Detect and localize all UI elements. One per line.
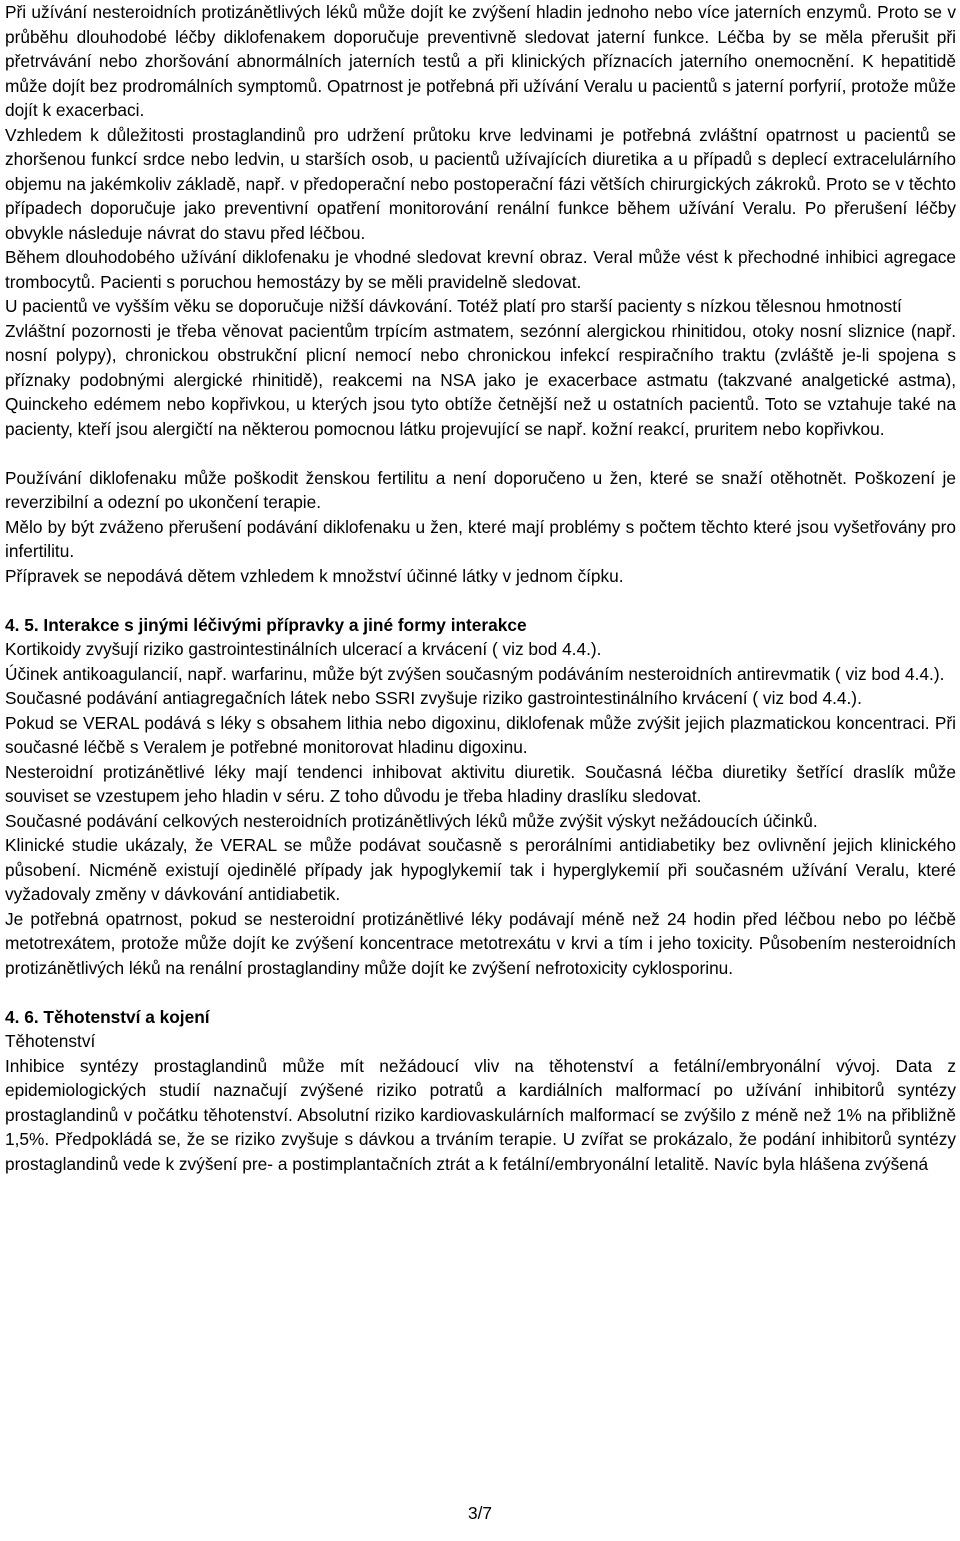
paragraph-antiplatelets: Současné podávání antiagregačních látek nebo SSRI zvyšuje riziko gastrointestinálního krvácení ( viz bod 4.4.). [5,688,862,708]
paragraph-methotrexate: Je potřebná opatrnost, pokud se nesteroidní protizánětlivé léky podávají méně než 24 hodin před léčbou nebo po léčbě metotrexátem, protože může dojít ke zvýšení koncentrace metotrexátu v krvi a tím i jeho toxicity. Působením nesteroidních protizánětlivých léků na renální prostaglandiny může dojít ke zvýšení nefrotoxicity cyklosporinu. [5,908,956,978]
document-page [5,0,956,1176]
paragraph-pregnancy: Inhibice syntézy prostaglandinů může mít nežádoucí vliv na těhotenství a fetální/embryonální vývoj. Data z epidemiologických studií naznačují zvýšené riziko potratů a kardiálních malformací po užívání inhibitorů syntézy prostaglandinů v počátku těhotenství. Absolutní riziko kardiovaskulárních malformací se zvýšilo z méně než 1% na přibližně 1,5%. Předpokládá se, že se riziko zvyšuje s dávkou a trváním terapie. U zvířat se prokázalo, že podání inhibitorů syntézy prostaglandinů vede k zvýšení pre- a postimplantačních ztrát a k fetální/embryonální letalitě. Navíc byla hlášena zvýšená [5,1055,956,1174]
paragraph-infertility: Mělo by být zváženo přerušení podávání diklofenaku u žen, které mají problémy s počtem těchto které jsou vyšetřovány pro infertilitu. [5,516,956,561]
paragraph-anticoagulants: Účinek antikoagulancií, např. warfarinu, může být zvýšen současným podáváním nesteroidních antirevmatik ( viz bod 4.4.). [5,663,945,684]
spacer [5,441,956,466]
paragraph-liver-enzymes: Při užívání nesteroidních protizánětlivých léků může dojít ke zvýšení hladin jednoho nebo více jaterních enzymů. Proto se v průběhu dlouhodobé léčby diklofenakem doporučuje preventivně sledovat jaterní funkce. Léčba by se měla přerušit při přetrvávání nebo zhoršování abnormálních jaterních testů a při klinických příznacích jaterního onemocnění. K hepatitidě může dojít bez prodromálních symptomů. Opatrnost je potřebná při užívání Veralu u pacientů s jaterní porfyrií, protože může dojít k exacerbaci. [5,2,956,120]
paragraph-children: Přípravek se nepodává dětem vzhledem k množství účinné látky v jednom čípku. [5,565,624,586]
spacer [5,980,956,1005]
paragraph-corticoids: Kortikoidy zvyšují riziko gastrointestinálních ulcerací a krvácení ( viz bod 4.4.). [5,639,602,659]
paragraph-renal-function: Vzhledem k důležitosti prostaglandinů pro udržení průtoku krve ledvinami je potřebná zvláštní opatrnost u pacientů se zhoršenou funkcí srdce nebo ledvin, u starších osob, u pacientů užívajících diuretika a u případů s deplecí extracelulárního objemu na jakémkoliv základě, např. v předoperační nebo postoperační fázi větších chirurgických zákroků. Proto se v těchto případech doporučuje jako preventivní opatření monitorování renální funkce během užívání Veralu. Po přerušení léčby obvykle následuje návrat do stavu před léčbou. [5,124,956,243]
paragraph-nsaid-combination: Současné podávání celkových nesteroidních protizánětlivých léků může zvýšit výskyt nežádoucích účinků. [5,810,818,831]
paragraph-lithium-digoxin: Pokud se VERAL podává s léky s obsahem lithia nebo digoxinu, diklofenak může zvýšit jejich plazmatickou koncentraci. Při současné léčbě s Veralem je potřebné monitorovat hladinu digoxinu. [5,712,956,757]
paragraph-diuretics: Nesteroidní protizánětlivé léky mají tendenci inhibovat aktivitu diuretik. Současná léčba diuretiky šetřící draslík může souviset se vzestupem jeho hladin v séru. Z toho důvodu je třeba hladiny draslíku sledovat. [5,761,956,806]
paragraph-antidiabetics: Klinické studie ukázaly, že VERAL se může podávat současně s perorálními antidiabetiky bez ovlivnění jejich klinického působení. Nicméně existují ojedinělé případy jak hypoglykemií tak i hyperglykemií při současném užívání Veralu, které vyžadovaly změny v dávkování antidiabetik. [5,835,956,904]
spacer [5,588,956,613]
paragraph-asthma-caution: Zvláštní pozornosti je třeba věnovat pacientům trpícím astmatem, sezónní alergickou rhinitidou, otoky nosní sliznice (např. nosní polypy), chronickou obstrukční plicní nemocí nebo chronickou infekcí respiračního traktu (zvláště je-li spojena s příznaky podobnými alergické rhinitidě), reakcemi na NSA jako je exacerbace astmatu (takzvané analgetické astma), Quinckeho edémem nebo kopřivkou, u kterých jsou tyto obtíže četnější než u ostatních pacientů. Toto se vztahuje také na pacienty, kteří jsou alergičtí na některou pomocnou látku projevující se např. kožní reakcí, pruritem nebo kopřivkou. [5,320,956,439]
paragraph-blood-count: Během dlouhodobého užívání diklofenaku je vhodné sledovat krevní obraz. Veral může vést k přechodné inhibici agregace trombocytů. Pacienti s poruchou hemostázy by se měli pravidelně sledovat. [5,247,956,292]
subheading-pregnancy: Těhotenství [5,1031,96,1051]
section-heading-interactions: 4. 5. Interakce s jinými léčivými přípravky a jiné formy interakce [5,614,527,635]
paragraph-fertility: Používání diklofenaku může poškodit ženskou fertilitu a není doporučeno u žen, které se snaží otěhotnět. Poškození je reverzibilní a odezní po ukončení terapie. [5,467,956,512]
page-number: 3/7 [467,1503,493,1523]
paragraph-elderly-dosing: U pacientů ve vyšším věku se doporučuje nižší dávkování. Totéž platí pro starší pacienty s nízkou tělesnou hmotností [5,296,902,316]
section-heading-pregnancy: 4. 6. Těhotenství a kojení [5,1006,210,1027]
